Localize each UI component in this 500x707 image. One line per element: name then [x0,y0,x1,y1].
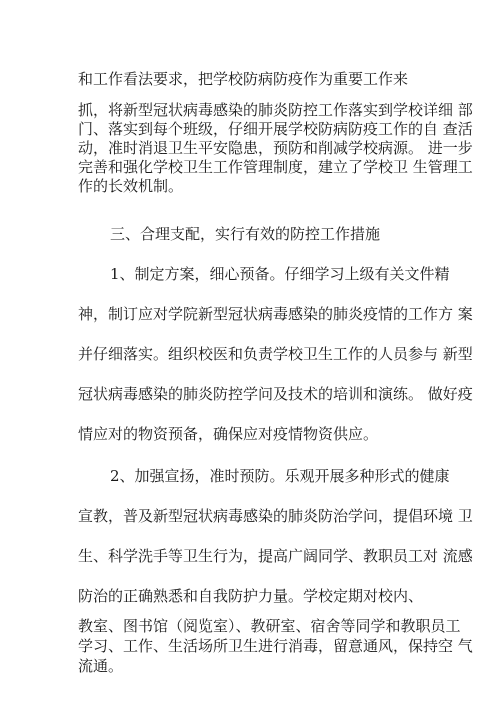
text-line: 冠状病毒感染的肺炎防控学问及技术的培训和演练。 做好疫 [78,385,473,403]
text-line: 并仔细落实。组织校医和负责学校卫生工作的人员参与 新型 [78,345,473,363]
text-line: 教室、图书馆（阅览室）、教研室、宿舍等同学和教职员工 [78,617,461,635]
text-line: 作的长效机制。 [78,177,184,195]
text-line: 生、科学洗手等卫生行为，提高广阔同学、教职员工对 流感 [78,547,473,565]
text-line: 学习、工作、生活场所卫生进行消毒，留意通风，保持空 气 [78,637,473,655]
text-line: 抓，将新型冠状病毒感染的肺炎防控工作落实到学校详细 部 [78,101,473,119]
text-line: 2、加强宣扬，准时预防。乐观开展多种形式的健康 [110,467,450,485]
section-heading: 三、合理支配，实行有效的防控工作措施 [110,225,381,243]
text-line: 1、制定方案，细心预备。仔细学习上级有关文件精 [110,265,450,283]
text-line: 防治的正确熟悉和自我防护力量。学校定期对校内、 [78,587,424,605]
text-line: 门、落实到每个班级，仔细开展学校防病防疫工作的自 查活 [78,120,473,138]
text-line: 和工作看法要求，把学校防病防疫作为重要工作来 [78,70,409,88]
text-line: 流通。 [78,657,124,675]
text-line: 完善和强化学校卫生工作管理制度，建立了学校卫 生管理工 [78,158,473,176]
text-line: 情应对的物资预备，确保应对疫情物资供应。 [78,425,379,443]
text-line: 宣教，普及新型冠状病毒感染的肺炎防治学问，提倡环境 卫 [78,507,473,525]
text-line: 动，准时消退卫生平安隐患，预防和削减学校病源。 进一步 [78,139,473,157]
text-line: 神，制订应对学院新型冠状病毒感染的肺炎疫情的工作方 案 [78,305,473,323]
